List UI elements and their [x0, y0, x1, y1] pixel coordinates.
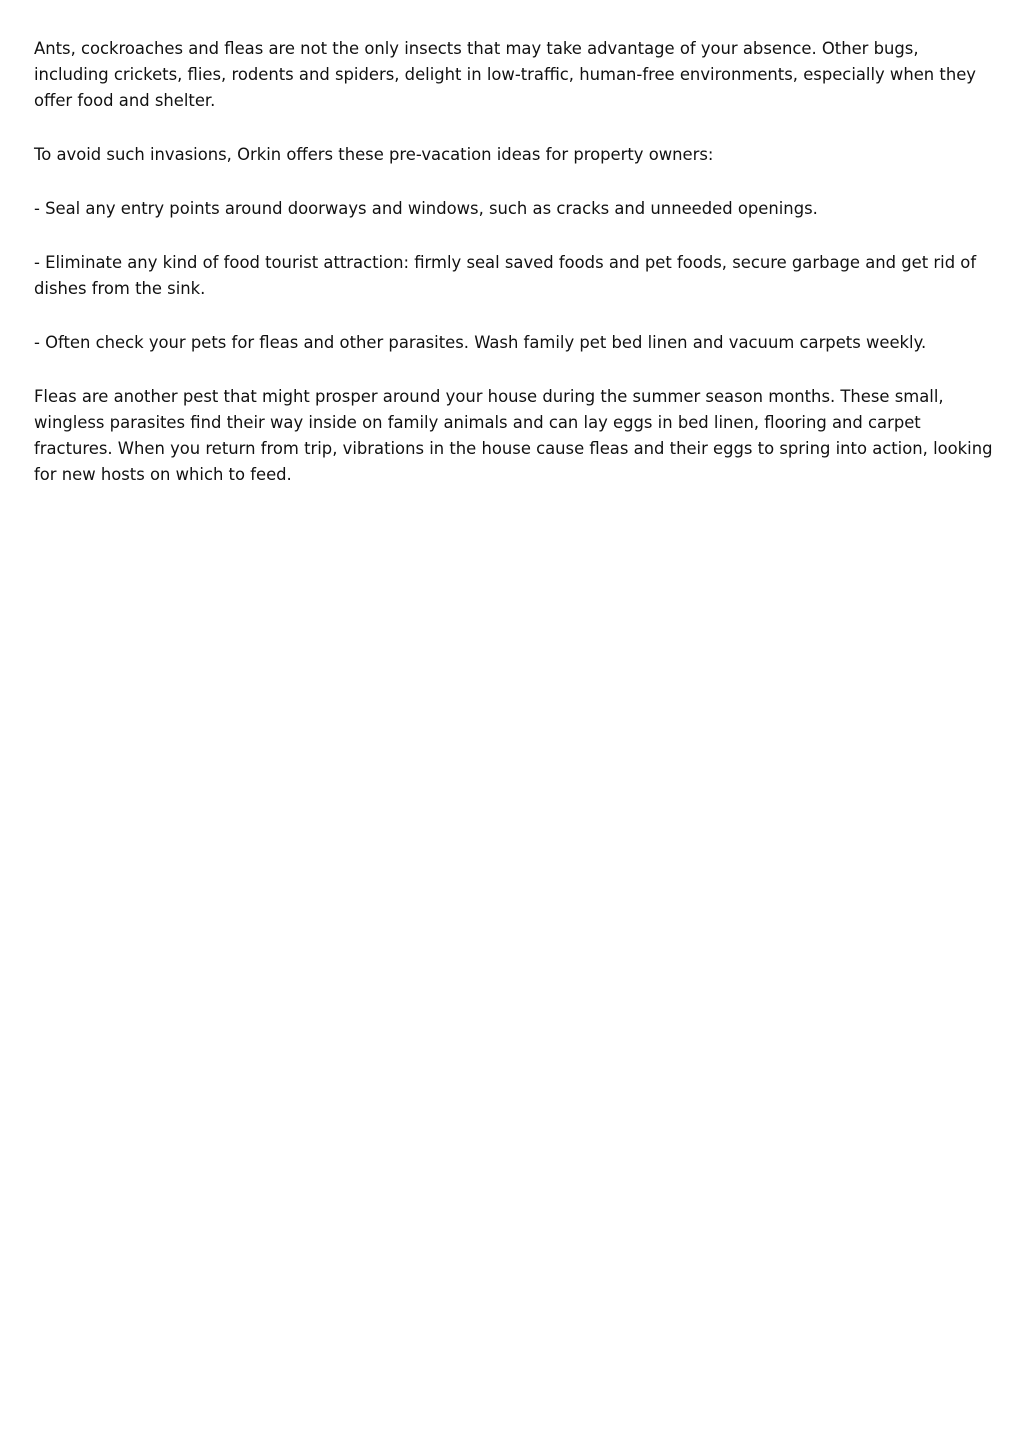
intro-paragraph: Ants, cockroaches and fleas are not the only insects that may take advantage of your absence. Other bugs, including crickets, flies, rodents and spiders, delight in low-traffic, human-free environments, especially when they offer food and shelter. [34, 39, 977, 110]
document-page [34, 36, 994, 516]
tip-seal-entry-points: - Seal any entry points around doorways and windows, such as cracks and unneeded openings. [34, 199, 818, 218]
tip-check-pets: - Often check your pets for fleas and other parasites. Wash family pet bed linen and vacuum carpets weekly. [34, 333, 927, 352]
fleas-paragraph: Fleas are another pest that might prosper around your house during the summer season months. These small, wingless parasites find their way inside on family animals and can lay eggs in bed linen, flooring and carpet fractures. When you return from trip, vibrations in the house cause fleas and their eggs to spring into action, looking for new hosts on which to feed. [34, 387, 993, 484]
orkin-tips-intro: To avoid such invasions, Orkin offers these pre-vacation ideas for property owners: [34, 145, 714, 164]
tip-eliminate-food: - Eliminate any kind of food tourist attraction: firmly seal saved foods and pet foods, secure garbage and get rid of dishes from the sink. [34, 253, 977, 298]
